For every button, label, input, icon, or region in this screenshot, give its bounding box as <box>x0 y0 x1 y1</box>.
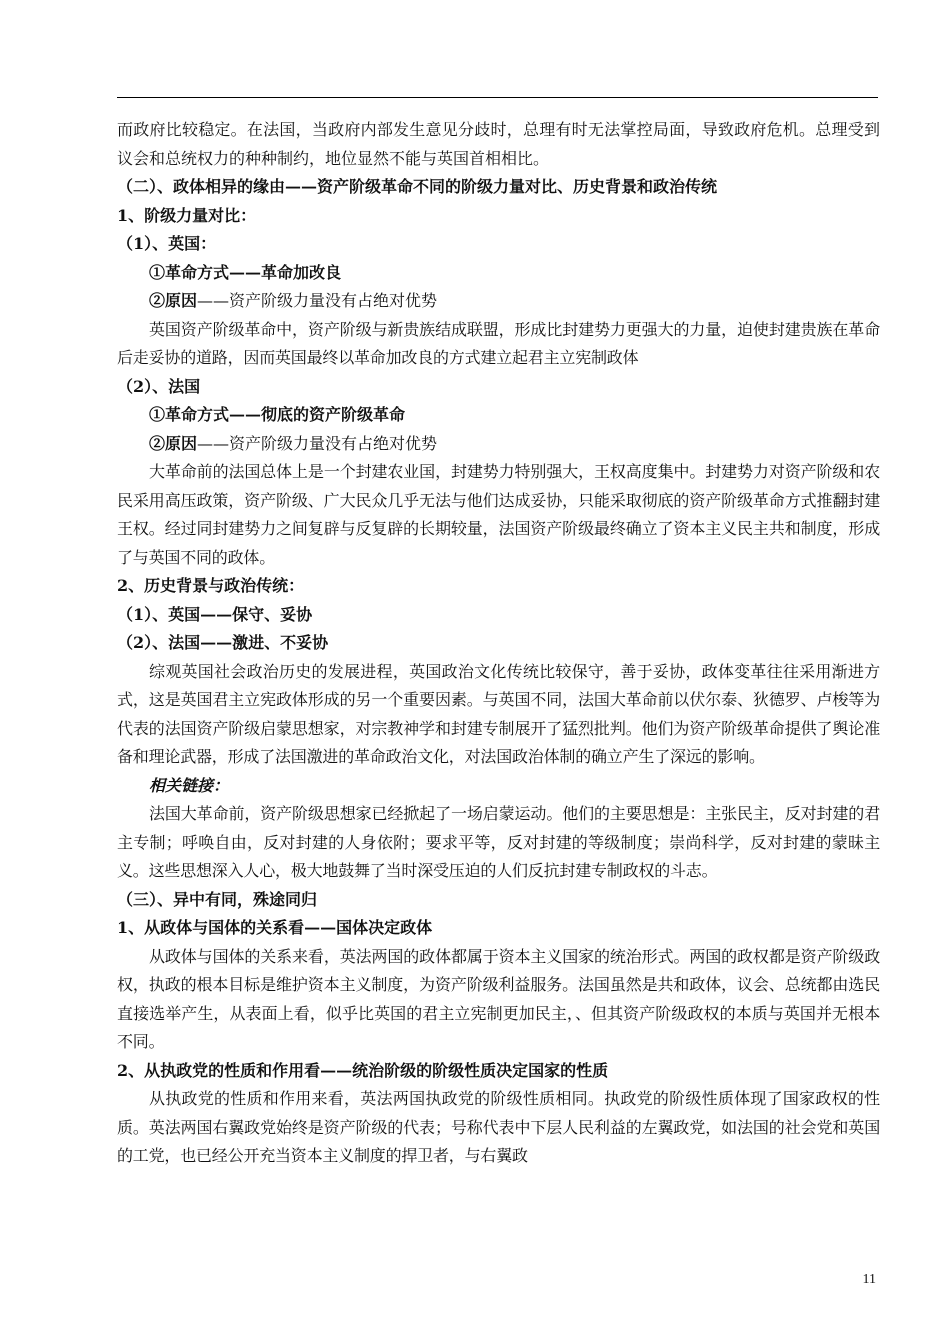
subheading: ①革命方式——彻底的资产阶级革命 <box>149 405 406 424</box>
subheading: （2）、法国——激进、不妥协 <box>117 633 329 652</box>
subheading: 2、历史背景与政治传统： <box>117 576 305 595</box>
subheading <box>117 430 880 459</box>
header-rule <box>117 97 878 98</box>
body-text <box>117 116 880 1171</box>
paragraph: 从政体与国体的关系来看，英法两国的政体都属于资本主义国家的统治形式。两国的政权都是资产阶级政权，执政的根本目标是维护资本主义制度，为资产阶级利益服务。法国虽然是共和政体，议会、总统都由选民直接选举产生，从表面上看，似乎比英国的君主立宪制更加民主，、但其资产阶级政权的本质与英国并无根本不同。 <box>117 946 880 1051</box>
subheading: （2）、法国 <box>117 376 201 396</box>
paragraph: 英国资产阶级革命中，资产阶级与新贵族结成联盟，形成比封建势力更强大的力量，迫使封建贵族在革命后走妥协的道路，因而英国最终以革命加改良的方式建立起君主立宪制政体 <box>117 319 880 367</box>
paragraph: 法国大革命前，资产阶级思想家已经掀起了一场启蒙运动。他们的主要思想是：主张民主，反对封建的君主专制；呼唤自由，反对封建的人身依附；要求平等，反对封建的等级制度；崇尚科学，反对封建的蒙昧主义。这些思想深入人心，极大地鼓舞了当时深受压迫的人们反抗封建专制政权的斗志。 <box>117 804 880 880</box>
paragraph: 大革命前的法国总体上是一个封建农业国，封建势力特别强大，王权高度集中。封建势力对资产阶级和农民采用高压政策，资产阶级、广大民众几乎无法与他们达成妥协，只能采取彻底的资产阶级革命方式推翻封建王权。经过同封建势力之间复辟与反复辟的长期较量，法国资产阶级最终确立了资本主义民主共和制度，形成了与英国不同的政体。 <box>117 462 880 567</box>
label-rest: ——资产阶级力量没有占绝对优势 <box>197 291 438 310</box>
paragraph: 综观英国社会政治历史的发展进程，英国政治文化传统比较保守，善于妥协，政体变革往往采用渐进方式，这是英国君主立宪政体形成的另一个重要因素。与英国不同，法国大革命前以伏尔泰、狄德罗、卢梭等为代表的法国资产阶级启蒙思想家，对宗教神学和封建专制展开了猛烈批判。他们为资产阶级革命提供了舆论准备和理论武器，形成了法国激进的革命政治文化，对法国政治体制的确立产生了深远的影响。 <box>117 661 880 766</box>
subheading: （1）、英国： <box>117 234 217 253</box>
section-heading: （三）、异中有同，殊途同归 <box>117 889 318 909</box>
related-links-label: 相关链接： <box>149 775 230 795</box>
subheading: 1、阶级力量对比： <box>117 205 257 225</box>
circled-label: ②原因 <box>149 433 198 453</box>
label-rest: ——资产阶级力量没有占绝对优势 <box>197 433 438 453</box>
subheading: （1）、英国——保守、妥协 <box>117 604 313 624</box>
subheading: ①革命方式——革命加改良 <box>149 262 342 282</box>
subheading: 2、从执政党的性质和作用看——统治阶级的阶级性质决定国家的性质 <box>117 1060 609 1080</box>
subheading <box>117 287 880 316</box>
page-number: 11 <box>862 1272 876 1287</box>
section-heading: （二）、政体相异的缘由——资产阶级革命不同的阶级力量对比、历史背景和政治传统 <box>117 177 718 196</box>
paragraph: 而政府比较稳定。在法国，当政府内部发生意见分歧时，总理有时无法掌控局面，导致政府危机。总理受到议会和总统权力的种种制约，地位显然不能与英国首相相比。 <box>117 120 880 168</box>
subheading: 1、从政体与国体的关系看——国体决定政体 <box>117 918 433 937</box>
paragraph: 从执政党的性质和作用来看，英法两国执政党的阶级性质相同。执政党的阶级性质体现了国家政权的性质。英法两国右翼政党始终是资产阶级的代表；号称代表中下层人民利益的左翼政党，如法国的社会党和英国的工党，也已经公开充当资本主义制度的捍卫者，与右翼政 <box>117 1089 880 1165</box>
circled-label: ②原因 <box>149 291 198 310</box>
